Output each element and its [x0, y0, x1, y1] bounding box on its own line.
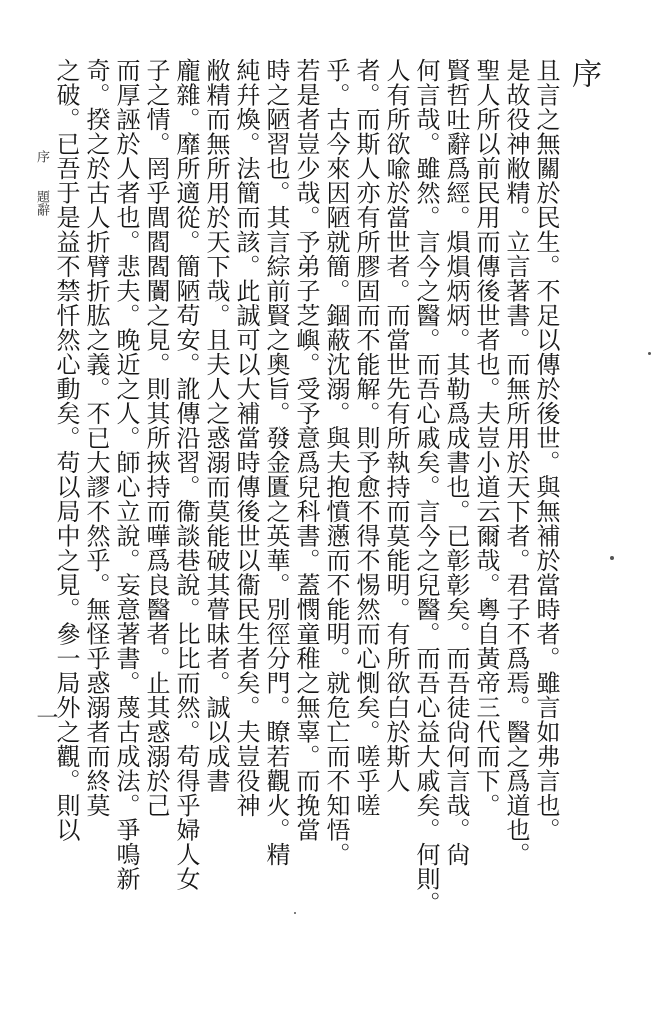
- text-column-1: 且言之無關於民生。不足以傳於後世。與無補於當時者。雖言如弗言也。: [532, 58, 560, 842]
- margin-section-label: 序: [34, 150, 49, 163]
- text-column-10: 時之陋習也。其言綜前賢之奧旨。發金匱之英華。別徑分門。瞭若觀火。精: [262, 58, 290, 867]
- scan-speck: [648, 352, 651, 355]
- page-title: 序: [566, 58, 601, 88]
- page-number: 一: [33, 706, 58, 728]
- text-column-16: 奇。揆之於古人折臂折肱之義。不已大謬不然乎。無怪乎惑溺者而終莫: [82, 58, 110, 818]
- scan-speck: [294, 912, 296, 914]
- text-column-14: 子之情。罔乎閭閻閻闠之見。則其所挾持而嘩爲良醫者。止其惑溺於己: [142, 58, 170, 818]
- text-column-2: 是故役神敝精。立言著書。而無所用於天下者。君子不爲焉。醫之爲道也。: [502, 58, 530, 867]
- text-column-17: 之破。已吾于是益不禁忏然心動矣。苟以局中之見。參一局外之觀。則以: [52, 58, 80, 842]
- text-column-6: 人有所欲喩於當世者。而當世先有所執持而莫能明。有所欲白於斯人: [382, 58, 410, 793]
- text-column-3: 聖人所以前民用而傳後世者也。夫豈小道云爾哉。粵自黃帝三代而下。: [472, 58, 500, 818]
- scan-speck: [610, 556, 614, 560]
- text-column-8: 乎。古今來因陋就簡。錮蔽沈溺。與夫抱憤懣而不能明。就危亡而不知悟。: [322, 58, 350, 867]
- text-column-9: 若是者豈少哉。予弟子芝嶼。受予意爲兒科書。蓋憫童稚之無辜。而挽當: [292, 58, 320, 842]
- text-column-13: 龐雜。靡所適從。簡陋苟安。訛傳沿習。衞談巷說。比比而然。苟得乎婦人女: [172, 58, 200, 891]
- text-column-11: 純幷煥。法簡而該。此誠可以大補當時傳後世以衞民生者矣。夫豈役神: [232, 58, 260, 818]
- text-column-7: 者。而斯人亦有所膠固而不能解。則予愈不得不惕然而心惻矣。嗟乎嗟: [352, 58, 380, 818]
- text-column-12: 敝精而無所用於天下哉。且夫人之惑溺而莫能破其瞢昧者。誠以成書: [202, 58, 230, 793]
- text-column-15: 而厚誣於人者也。悲夫。晚近之人。師心立說。妄意著書。蔑古成法。爭鳴新: [112, 58, 140, 891]
- margin-book-label: 題辭: [34, 190, 49, 216]
- text-column-4: 賢哲吐辭爲經。熉熉炳炳。其勒爲成書也。已彰彰矣。而吾徒尙何言哉。尙: [442, 58, 470, 867]
- text-column-5: 何言哉。雖然。言今之醫。而吾心戚矣。言今之兒醫。而吾心益大戚矣。何則。: [412, 58, 440, 916]
